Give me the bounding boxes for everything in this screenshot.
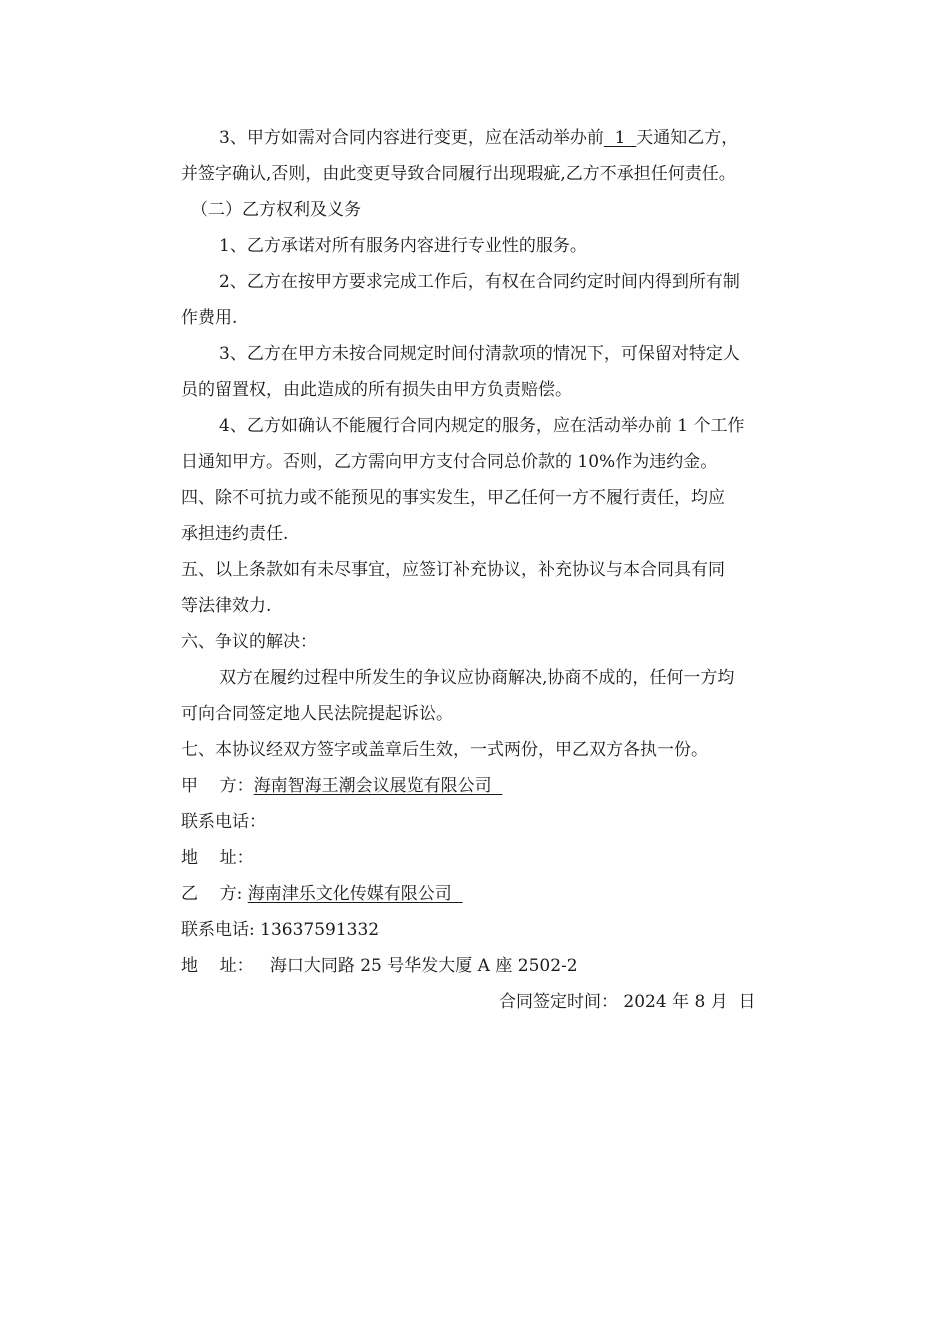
clause-4-line2: 承担违约责任.: [181, 524, 289, 544]
party-a-phone-label: 联系电话：: [181, 812, 266, 832]
para-b4-line2: 日通知甲方。否则，乙方需向甲方支付合同总价款的 10%作为违约金。: [181, 452, 718, 472]
para-a3-text: 3、甲方如需对合同内容进行变更，应在活动举办前: [219, 128, 604, 148]
party-b-row: [181, 876, 807, 912]
clause-4-line1: 四、除不可抗力或不能预见的事实发生，甲乙任何一方不履行责任，均应: [181, 488, 725, 508]
party-b-label: 乙 方:: [181, 884, 248, 904]
para-b3-line2: 员的留置权，由此造成的所有损失由甲方负责赔偿。: [181, 380, 572, 400]
party-b-address: 海口大同路 25 号华发大厦 A 座 2502-2: [269, 956, 578, 976]
clause-7: 七、本协议经双方签字或盖章后生效，一式两份，甲乙双方各执一份。: [181, 740, 708, 760]
signing-date-value: 2024 年 8 月 日: [618, 992, 756, 1012]
contract-body: [181, 120, 807, 1020]
para-b4-line1: 4、乙方如确认不能履行合同内规定的服务，应在活动举办前 1 个工作: [219, 416, 745, 436]
party-b-address-label: 地 址：: [181, 956, 270, 976]
clause-5-line2: 等法律效力.: [181, 596, 272, 616]
party-b-phone-label: 联系电话:: [181, 920, 261, 940]
party-b-phone: 13637591332: [260, 920, 380, 940]
party-b-phone-row: [181, 912, 807, 948]
para-b3-line1: 3、乙方在甲方未按合同规定时间付清款项的情况下，可保留对特定人: [219, 344, 740, 364]
para-a3-line2: 并签字确认,否则，由此变更导致合同履行出现瑕疵,乙方不承担任何责任。: [181, 164, 736, 184]
party-a-address-label: 地 址：: [181, 848, 254, 868]
clause-5-line1: 五、以上条款如有未尽事宜，应签订补充协议，补充协议与本合同具有同: [181, 560, 725, 580]
para-b2-line2: 作费用.: [181, 308, 238, 328]
clause-6-body-line1: 双方在履约过程中所发生的争议应协商解决,协商不成的，任何一方均: [219, 668, 735, 688]
section-b-heading: （二）乙方权利及义务: [191, 200, 361, 220]
party-a-address-row: [181, 840, 807, 876]
signing-date-label: 合同签定时间：: [499, 992, 618, 1012]
para-a3-text-end: 天通知乙方，: [636, 128, 739, 148]
clause-6-body-line2: 可向合同签定地人民法院提起诉讼。: [181, 704, 453, 724]
party-b-name: 海南津乐文化传媒有限公司: [247, 884, 463, 904]
party-a-row: [181, 768, 807, 804]
notice-days-blank: 1: [603, 128, 637, 148]
clause-6-heading: 六、争议的解决：: [181, 632, 317, 652]
party-b-address-row: [181, 948, 807, 984]
signing-date-row: [181, 984, 807, 1020]
party-a-label: 甲 方：: [181, 776, 254, 796]
party-a-name: 海南智海王潮会议展览有限公司: [253, 776, 503, 796]
para-a3-line1: [181, 120, 807, 156]
para-b2-line1: 2、乙方在按甲方要求完成工作后，有权在合同约定时间内得到所有制: [219, 272, 740, 292]
para-b1: 1、乙方承诺对所有服务内容进行专业性的服务。: [219, 236, 587, 256]
party-a-phone-row: [181, 804, 807, 840]
